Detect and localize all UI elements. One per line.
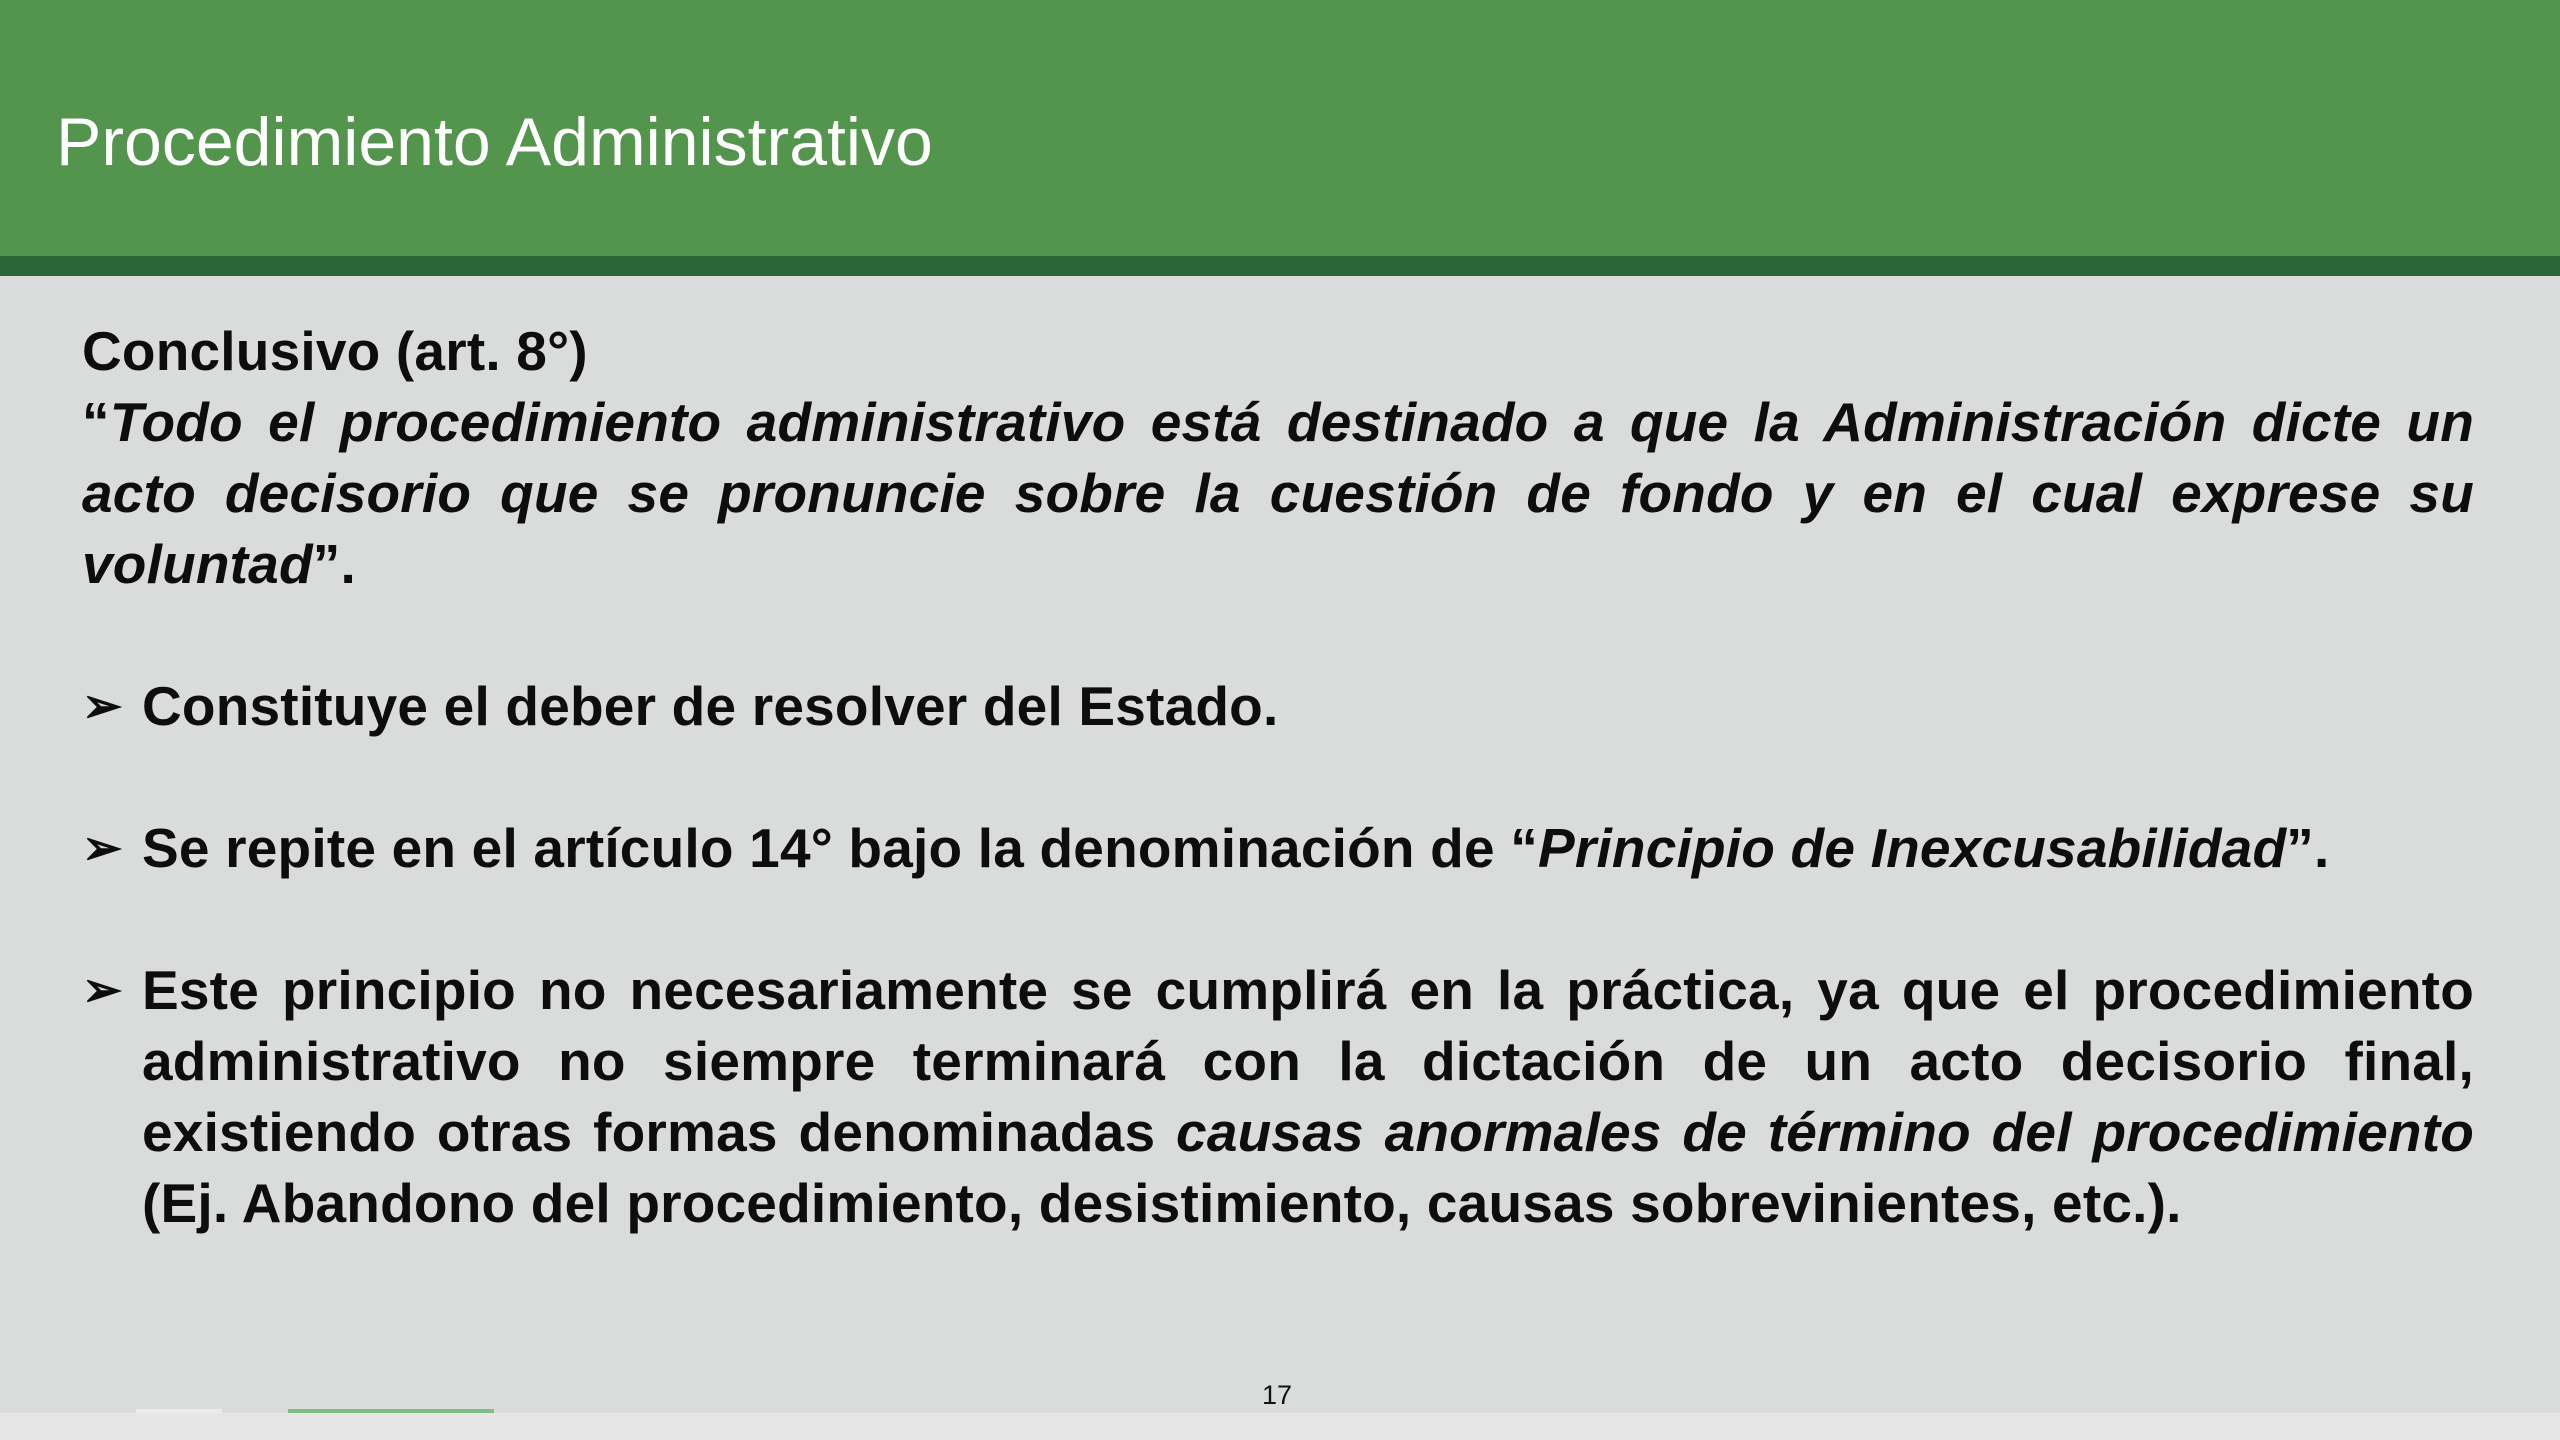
quote-open-mark: “ [82, 391, 110, 453]
arrow-bullet-icon: ➢ [82, 822, 123, 875]
bullet-text-after: (Ej. Abandono del procedimiento, desistimiento, causas sobrevinientes, etc.). [142, 1172, 2182, 1234]
bottom-bar [0, 1413, 2560, 1440]
slide-title: Procedimiento Administrativo [56, 104, 933, 180]
section-subtitle: Conclusivo (art. 8°) [82, 320, 588, 382]
bullet-text-italic: causas anormales de término del procedimiento [1176, 1101, 2475, 1163]
bullet-text-before: Se repite en el artículo 14° bajo la denominación de “ [142, 817, 1538, 879]
header-divider [0, 256, 2560, 276]
bullet-item [82, 671, 2474, 742]
page-number: 17 [1262, 1380, 1293, 1410]
bullet-item [82, 955, 2474, 1239]
bullet-text-italic: Principio de Inexcusabilidad [1537, 817, 2287, 879]
arrow-bullet-icon: ➢ [82, 964, 123, 1017]
arrow-bullet-icon: ➢ [82, 680, 123, 733]
quote-paragraph [82, 387, 2474, 600]
quote-text: Todo el procedimiento administrativo está destinado a que la Administración dicte un acto decisorio que se pronuncie sobre la cuestión de fondo y en el cual exprese su voluntad [82, 391, 2474, 595]
bullet-item [82, 813, 2474, 884]
bullet-text-before: Este principio no necesariamente se cumplirá en la práctica, ya que el procedimiento administrativo no siempre terminará con la dictación de un acto decisorio final, existiendo otras formas denominadas [142, 959, 2474, 1163]
slide-header [0, 0, 2560, 256]
quote-close-mark: ”. [312, 533, 356, 595]
bullet-text: Constituye el deber de resolver del Estado. [142, 675, 1279, 737]
bullet-text-after: ”. [2286, 817, 2330, 879]
slide-body [82, 316, 2474, 1239]
